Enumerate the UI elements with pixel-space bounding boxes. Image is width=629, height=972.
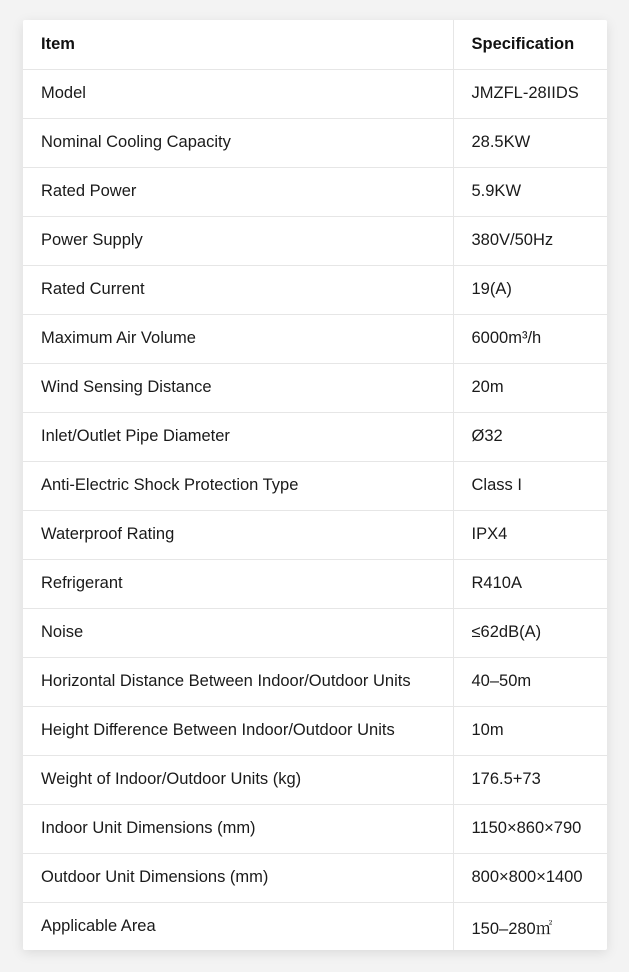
row-item: Outdoor Unit Dimensions (mm) bbox=[23, 853, 453, 902]
table-row bbox=[23, 755, 607, 804]
row-item: Model bbox=[23, 69, 453, 118]
table-row bbox=[23, 412, 607, 461]
row-specification: 6000m³/h bbox=[453, 314, 607, 363]
row-specification: 40–50m bbox=[453, 657, 607, 706]
row-item: Indoor Unit Dimensions (mm) bbox=[23, 804, 453, 853]
row-item: Height Difference Between Indoor/Outdoor Units bbox=[23, 706, 453, 755]
table-row bbox=[23, 69, 607, 118]
row-specification: IPX4 bbox=[453, 510, 607, 559]
table-row bbox=[23, 608, 607, 657]
row-specification: 19(A) bbox=[453, 265, 607, 314]
row-item: Inlet/Outlet Pipe Diameter bbox=[23, 412, 453, 461]
row-specification: 150–280㎡ bbox=[471, 919, 553, 938]
row-specification: 176.5+73 bbox=[453, 755, 607, 804]
table-row bbox=[23, 363, 607, 412]
table-row bbox=[23, 510, 607, 559]
row-item: Applicable Area bbox=[23, 902, 453, 950]
row-specification: 28.5KW bbox=[453, 118, 607, 167]
row-specification: 1150×860×790 bbox=[453, 804, 607, 853]
row-item: Anti-Electric Shock Protection Type bbox=[23, 461, 453, 510]
row-specification: ≤62dB(A) bbox=[453, 608, 607, 657]
row-item: Horizontal Distance Between Indoor/Outdoor Units bbox=[23, 657, 453, 706]
row-specification: Ø32 bbox=[453, 412, 607, 461]
row-item: Wind Sensing Distance bbox=[23, 363, 453, 412]
table-row bbox=[23, 216, 607, 265]
table-row bbox=[23, 167, 607, 216]
table-row bbox=[23, 265, 607, 314]
table-row bbox=[23, 461, 607, 510]
table-row bbox=[23, 853, 607, 902]
table-row bbox=[23, 657, 607, 706]
header-item: Item bbox=[23, 20, 453, 69]
row-item: Refrigerant bbox=[23, 559, 453, 608]
row-specification: 20m bbox=[453, 363, 607, 412]
table-row bbox=[23, 804, 607, 853]
table-row bbox=[23, 559, 607, 608]
row-item: Power Supply bbox=[23, 216, 453, 265]
row-item: Rated Current bbox=[23, 265, 453, 314]
spec-table bbox=[23, 20, 607, 950]
table-row bbox=[23, 314, 607, 363]
table-header-row bbox=[23, 20, 607, 69]
table-row bbox=[23, 706, 607, 755]
row-item: Waterproof Rating bbox=[23, 510, 453, 559]
row-specification: R410A bbox=[453, 559, 607, 608]
header-specification: Specification bbox=[453, 20, 607, 69]
row-specification: JMZFL-28IIDS bbox=[453, 69, 607, 118]
table-row bbox=[23, 118, 607, 167]
row-item: Rated Power bbox=[23, 167, 453, 216]
row-item: Maximum Air Volume bbox=[23, 314, 453, 363]
row-specification: 800×800×1400 bbox=[453, 853, 607, 902]
row-specification: 10m bbox=[453, 706, 607, 755]
row-item: Weight of Indoor/Outdoor Units (kg) bbox=[23, 755, 453, 804]
spec-card bbox=[23, 20, 607, 950]
table-row bbox=[23, 902, 607, 950]
row-item: Noise bbox=[23, 608, 453, 657]
row-specification: Class I bbox=[453, 461, 607, 510]
row-specification: 380V/50Hz bbox=[453, 216, 607, 265]
row-item: Nominal Cooling Capacity bbox=[23, 118, 453, 167]
row-specification: 5.9KW bbox=[453, 167, 607, 216]
